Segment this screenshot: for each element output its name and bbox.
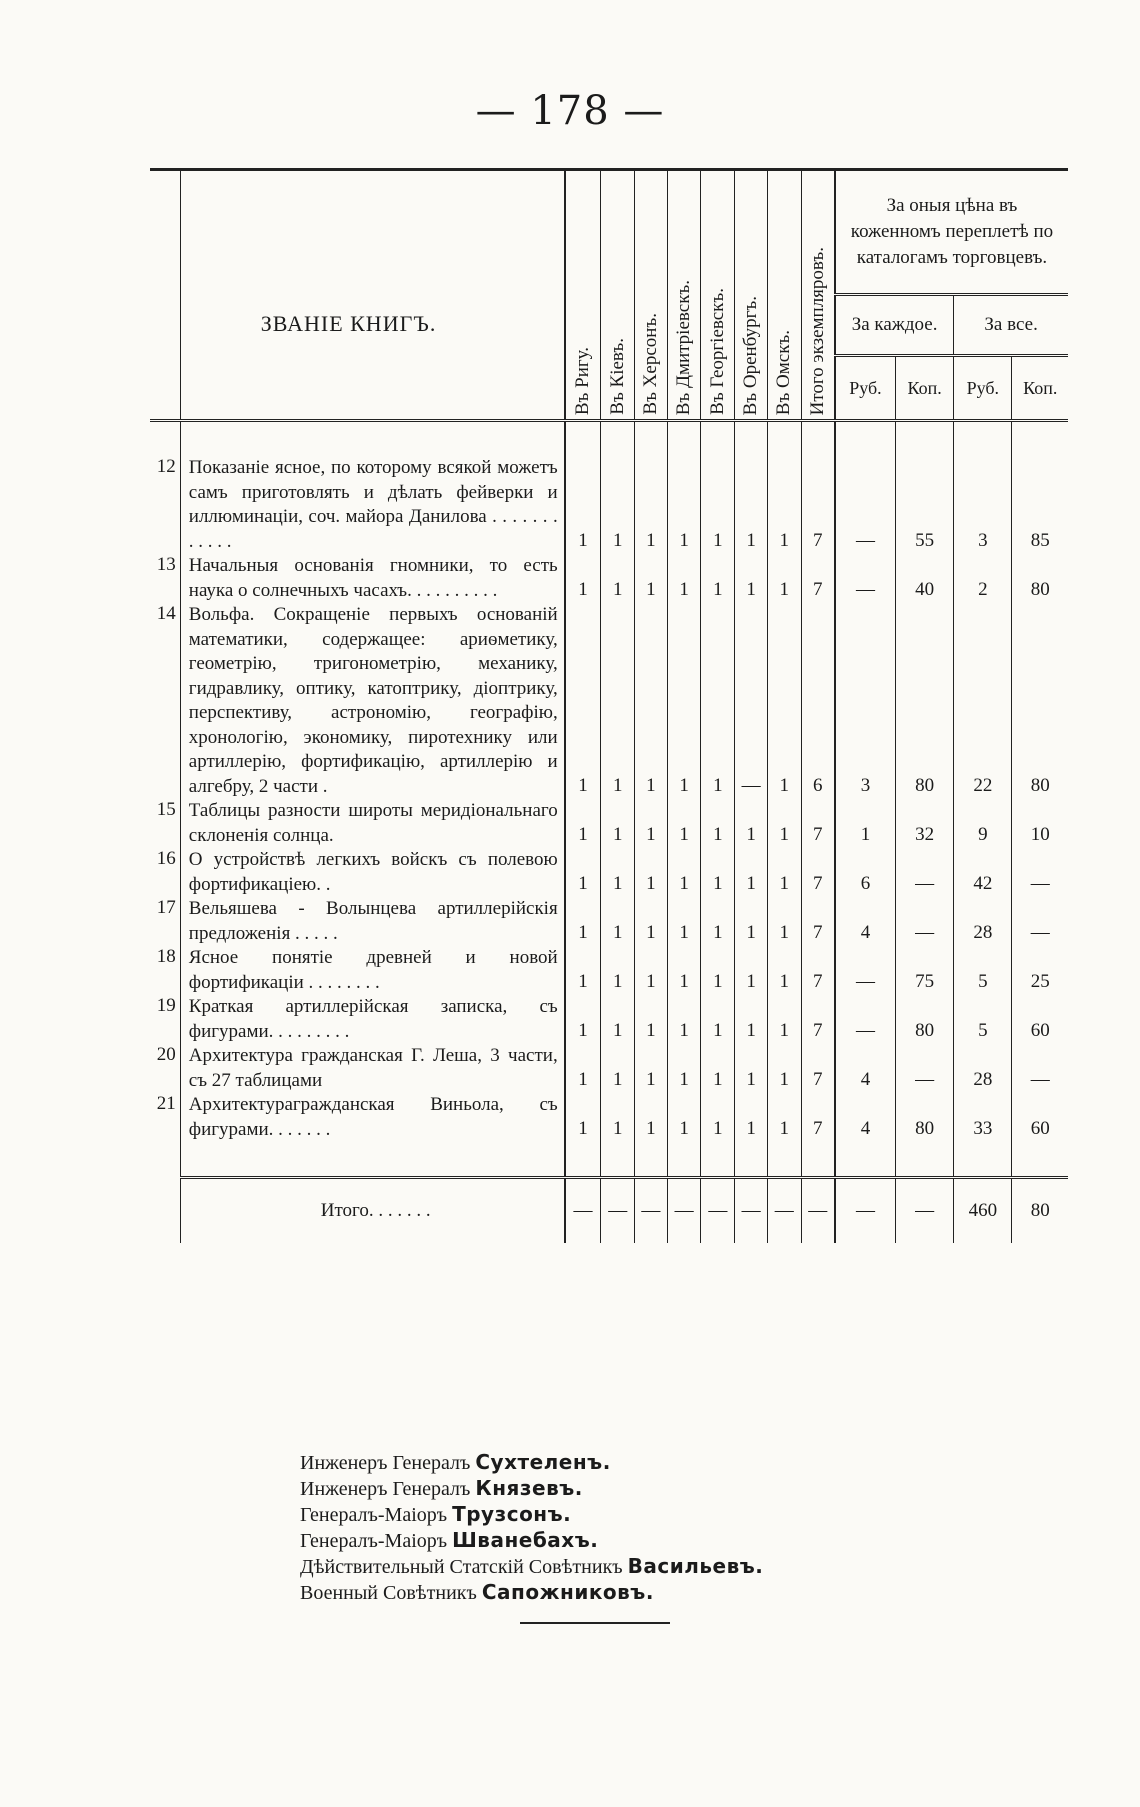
book-title: Вельяшева - Волынцева артиллерійскія предложенія . . . . . [180, 897, 564, 946]
spacer-cell [150, 1142, 180, 1178]
spacer-cell [801, 421, 835, 457]
total-copies: 6 [801, 603, 835, 799]
row-number: 14 [150, 603, 180, 799]
book-title: Таблицы разности широты меридіональнаго склоненія солнца. [180, 799, 564, 848]
header-total-copies: Итого экземпляровъ. [806, 246, 828, 415]
book-title: Показаніе ясное, по которому всякой можетъ самъ приготовлять и дѣлать фейверки и иллюминаціи, соч. майора Данилова . . . . . . . . . . . . [180, 456, 564, 554]
spacer-cell [954, 1142, 1012, 1178]
table-row [150, 554, 1068, 603]
table-row [150, 897, 1068, 946]
spacer-cell [767, 421, 801, 457]
city-count: 1 [701, 554, 735, 603]
header-kiev: Въ Кіевъ. [606, 338, 628, 415]
row-number: 13 [150, 554, 180, 603]
all-rub: 5 [954, 946, 1012, 995]
each-rub: 6 [835, 848, 896, 897]
all-kop-header: Коп. [1012, 356, 1068, 421]
spacer-cell [565, 1142, 601, 1178]
city-count: 1 [767, 1093, 801, 1142]
signature-line: Инженеръ Генералъ Сухтеленъ. [300, 1450, 611, 1474]
table-row [150, 946, 1068, 995]
city-count: 1 [565, 897, 601, 946]
total-spacer [150, 1178, 180, 1244]
each-kop: 75 [896, 946, 954, 995]
each-kop: 40 [896, 554, 954, 603]
city-count: 1 [735, 848, 768, 897]
all-kop: 80 [1030, 579, 1050, 600]
all-kop: 10 [1030, 824, 1050, 845]
city-count: 1 [601, 554, 635, 603]
city-count: 1 [767, 1044, 801, 1093]
row-number: 16 [150, 848, 180, 897]
row-number: 21 [150, 1093, 180, 1142]
total-copies: 7 [801, 799, 835, 848]
total-row [150, 1178, 1068, 1244]
all-kop: — [1030, 1069, 1050, 1090]
total-copies: 7 [801, 554, 835, 603]
all-kop: 85 [1030, 530, 1050, 551]
book-price-table [150, 168, 1068, 1243]
spacer-cell [735, 1142, 768, 1178]
city-count: 1 [735, 799, 768, 848]
total-city: — [667, 1178, 701, 1244]
row-number: 17 [150, 897, 180, 946]
spacer-cell [601, 421, 635, 457]
spacer-cell [896, 421, 954, 457]
spacer-cell [180, 1142, 564, 1178]
city-count: 1 [565, 456, 601, 554]
total-each-kop: — [896, 1178, 954, 1244]
city-count: 1 [601, 1093, 635, 1142]
total-copies: 7 [801, 1044, 835, 1093]
city-count: 1 [767, 456, 801, 554]
city-count: 1 [767, 554, 801, 603]
city-count: 1 [735, 554, 768, 603]
book-title: Архитектурагражданская Виньола, съ фигурами. . . . . . . [180, 1093, 564, 1142]
table-row [150, 995, 1068, 1044]
all-rub: 28 [954, 897, 1012, 946]
spacer-cell [896, 1142, 954, 1178]
city-count: 1 [667, 946, 701, 995]
row-number: 18 [150, 946, 180, 995]
city-count: 1 [701, 1044, 735, 1093]
signature-line: Инженеръ Генералъ Князевъ. [300, 1476, 583, 1500]
city-count: 1 [767, 848, 801, 897]
city-count: 1 [767, 603, 801, 799]
total-all-rub: 460 [954, 1178, 1012, 1244]
table-row [150, 848, 1068, 897]
each-rub: 4 [835, 1093, 896, 1142]
spacer-cell [1012, 421, 1068, 457]
spacer-cell [767, 1142, 801, 1178]
total-label: Итого. . . . . . . [180, 1178, 564, 1244]
city-count: 1 [565, 1093, 601, 1142]
city-count: 1 [601, 848, 635, 897]
city-count: 1 [667, 456, 701, 554]
city-count: 1 [565, 946, 601, 995]
all-kop: 80 [1030, 775, 1050, 796]
city-count: 1 [701, 603, 735, 799]
spacer-cell [635, 1142, 668, 1178]
city-count: 1 [735, 1093, 768, 1142]
city-count: 1 [701, 848, 735, 897]
spacer-cell [565, 421, 601, 457]
city-count: 1 [635, 897, 668, 946]
city-count: 1 [635, 848, 668, 897]
header-kherson: Въ Херсонъ. [639, 313, 661, 415]
city-count: 1 [767, 897, 801, 946]
all-rub: 3 [954, 456, 1012, 554]
book-title: О устройствѣ легкихъ войскъ съ полевою фортификаціею. . [180, 848, 564, 897]
each-rub: — [835, 946, 896, 995]
total-copies: 7 [801, 848, 835, 897]
each-rub: — [835, 456, 896, 554]
all-rub-header: Руб. [954, 356, 1012, 421]
each-kop: 55 [896, 456, 954, 554]
total-copies: 7 [801, 995, 835, 1044]
city-count: 1 [667, 897, 701, 946]
city-count: 1 [601, 799, 635, 848]
header-omsk: Въ Омскъ. [773, 329, 795, 415]
city-count: 1 [667, 848, 701, 897]
all-kop: — [1030, 922, 1050, 943]
spacer-cell [801, 1142, 835, 1178]
total-city: — [701, 1178, 735, 1244]
city-count: 1 [635, 1044, 668, 1093]
each-kop: — [896, 1044, 954, 1093]
each-rub: 3 [835, 603, 896, 799]
each-rub: 1 [835, 799, 896, 848]
header-georgievsk: Въ Георгіевскъ. [706, 288, 728, 415]
each-kop: — [896, 848, 954, 897]
city-count: 1 [565, 554, 601, 603]
city-count: 1 [635, 995, 668, 1044]
city-count: — [735, 603, 768, 799]
city-count: 1 [767, 995, 801, 1044]
header-dmitrievsk: Въ Дмитріевскъ. [673, 279, 695, 415]
each-kop-header: Коп. [896, 356, 954, 421]
each-kop: 80 [896, 603, 954, 799]
city-count: 1 [601, 995, 635, 1044]
city-count: 1 [565, 603, 601, 799]
row-number: 19 [150, 995, 180, 1044]
city-count: 1 [667, 1044, 701, 1093]
total-city: — [635, 1178, 668, 1244]
spacer-cell [954, 421, 1012, 457]
closing-rule [520, 1622, 670, 1624]
each-rub: 4 [835, 897, 896, 946]
city-count: 1 [701, 799, 735, 848]
each-rub: — [835, 995, 896, 1044]
book-title: Ясное понятіе древней и новой фортификаціи . . . . . . . . [180, 946, 564, 995]
city-count: 1 [635, 554, 668, 603]
title-column-header: ЗВАНІЕ КНИГЪ. [180, 170, 564, 421]
city-count: 1 [601, 1044, 635, 1093]
city-count: 1 [565, 848, 601, 897]
page-number: — 178 — [475, 88, 665, 134]
total-city: — [601, 1178, 635, 1244]
price-group-header: За оныя цѣна въ коженномъ переплетѣ по каталогамъ торговцевъ. [835, 170, 1068, 295]
spacer-cell [735, 421, 768, 457]
signature-line: Генералъ-Маіоръ Шванебахъ. [300, 1528, 599, 1552]
city-count: 1 [635, 946, 668, 995]
all-rub: 33 [954, 1093, 1012, 1142]
book-title: Начальныя основанія гномники, то есть наука о солнечныхъ часахъ. . . . . . . . . . [180, 554, 564, 603]
spacer-cell [667, 421, 701, 457]
spacer-cell [635, 421, 668, 457]
city-count: 1 [735, 946, 768, 995]
all-rub: 28 [954, 1044, 1012, 1093]
each-rub-header: Руб. [835, 356, 896, 421]
spacer-cell [150, 421, 180, 457]
each-kop: 80 [896, 995, 954, 1044]
city-count: 1 [635, 603, 668, 799]
city-count: 1 [735, 995, 768, 1044]
total-all-kop: 80 [1012, 1178, 1068, 1244]
total-each-rub: — [835, 1178, 896, 1244]
city-count: 1 [735, 897, 768, 946]
total-city: — [565, 1178, 601, 1244]
table-row [150, 1093, 1068, 1142]
city-count: 1 [701, 946, 735, 995]
table-row [150, 1044, 1068, 1093]
city-count: 1 [701, 1093, 735, 1142]
each-kop: 32 [896, 799, 954, 848]
city-count: 1 [635, 799, 668, 848]
city-count: 1 [767, 946, 801, 995]
all-rub: 2 [954, 554, 1012, 603]
city-count: 1 [667, 1093, 701, 1142]
city-count: 1 [565, 1044, 601, 1093]
spacer-cell [701, 1142, 735, 1178]
all-kop: 60 [1030, 1118, 1050, 1139]
total-copies: 7 [801, 946, 835, 995]
all-kop: 25 [1030, 971, 1050, 992]
signature-line: Генералъ-Маіоръ Трузсонъ. [300, 1502, 572, 1526]
spacer-cell [835, 421, 896, 457]
city-count: 1 [735, 1044, 768, 1093]
city-count: 1 [767, 799, 801, 848]
city-count: 1 [601, 897, 635, 946]
city-count: 1 [601, 946, 635, 995]
header-orenburg: Въ Оренбургъ. [740, 295, 762, 415]
total-copies: — [801, 1178, 835, 1244]
city-count: 1 [635, 456, 668, 554]
each-kop: — [896, 897, 954, 946]
total-city: — [735, 1178, 768, 1244]
city-count: 1 [701, 995, 735, 1044]
row-number: 15 [150, 799, 180, 848]
row-number: 12 [150, 456, 180, 554]
table-row [150, 603, 1068, 799]
city-count: 1 [701, 897, 735, 946]
table-row [150, 799, 1068, 848]
each-kop: 80 [896, 1093, 954, 1142]
each-rub: 4 [835, 1044, 896, 1093]
all-rub: 42 [954, 848, 1012, 897]
all-rub: 22 [954, 603, 1012, 799]
book-title: Архитектура гражданская Г. Леша, 3 части, съ 27 таблицами [180, 1044, 564, 1093]
city-count: 1 [667, 554, 701, 603]
spacer-cell [701, 421, 735, 457]
row-number: 20 [150, 1044, 180, 1093]
spacer-row [150, 421, 1068, 457]
signature-line: Дѣйствительный Статскій Совѣтникъ Васильевъ. [300, 1554, 764, 1578]
total-city: — [767, 1178, 801, 1244]
signatures [300, 1450, 763, 1606]
spacer-cell [835, 1142, 896, 1178]
all-kop: 60 [1030, 1020, 1050, 1041]
book-title: Вольфа. Сокращеніе первыхъ основаній математики, содержащее: ариѳметику, геометрію, тригонометрію, механику, гидравлику, оптику, катоптрику, діоптрику, перспективу, астрономію, географію, хронологію, экономику, пиротехнику или артиллерію, фортификацію, артиллерію и алгебру, 2 части . [180, 603, 564, 799]
spacer-cell [601, 1142, 635, 1178]
header-riga: Въ Ригу. [572, 346, 593, 415]
table-row [150, 456, 1068, 554]
spacer-cell [667, 1142, 701, 1178]
book-title: Краткая артиллерійская записка, съ фигурами. . . . . . . . . [180, 995, 564, 1044]
all-kop: — [1030, 873, 1050, 894]
each-rub: — [835, 554, 896, 603]
city-count: 1 [701, 456, 735, 554]
city-count: 1 [667, 995, 701, 1044]
all-rub: 9 [954, 799, 1012, 848]
price-all-header: За все. [954, 295, 1068, 356]
city-count: 1 [635, 1093, 668, 1142]
total-copies: 7 [801, 456, 835, 554]
city-count: 1 [667, 603, 701, 799]
total-copies: 7 [801, 1093, 835, 1142]
price-each-header: За каждое. [835, 295, 954, 356]
city-count: 1 [601, 603, 635, 799]
signature-line: Военный Совѣтникъ Сапожниковъ. [300, 1580, 654, 1604]
city-count: 1 [735, 456, 768, 554]
all-rub: 5 [954, 995, 1012, 1044]
city-count: 1 [565, 799, 601, 848]
city-count: 1 [565, 995, 601, 1044]
city-count: 1 [601, 456, 635, 554]
spacer-row [150, 1142, 1068, 1178]
spacer-cell [180, 421, 564, 457]
total-copies: 7 [801, 897, 835, 946]
spacer-cell [1012, 1142, 1068, 1178]
city-count: 1 [667, 799, 701, 848]
